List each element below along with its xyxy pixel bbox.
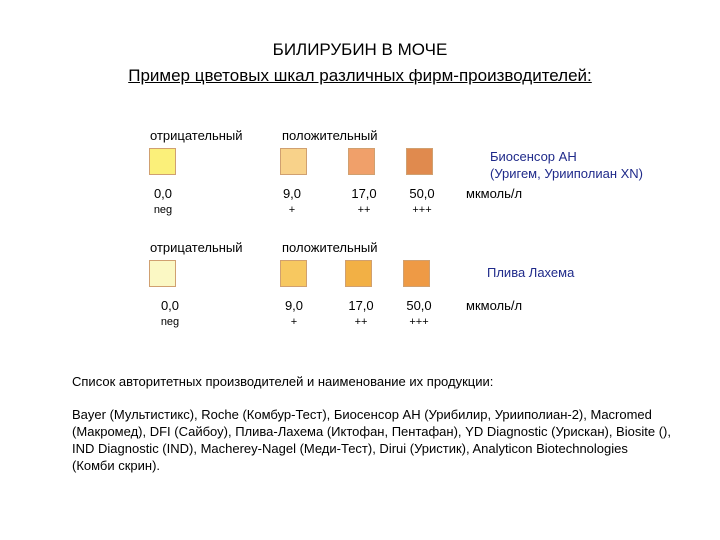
sign-text: ++: [354, 316, 368, 328]
scale-value: [392, 186, 452, 216]
sign-text: +++: [412, 204, 432, 216]
scale-value: [389, 298, 449, 328]
manufacturers-list: Bayer (Мультистикс), Roche (Комбур-Тест), Биосенсор АН (Урибилир, Урииполиан-2), Macromed (Макромед), DFI (Сайбоу), Плива-Лахема (Иктофан, Пентафан), YD Diagnostic (Урискан), Biosite (), IND Diagnostic (IND), Macherey-Nagel (Меди-Тест), Dirui (Уристик), Analyticon Biotechnologies (Комби скрин).: [72, 407, 671, 473]
negative-label-2: отрицательный: [150, 240, 243, 255]
brand-products-1: (Уригем, Урииполиан XN): [490, 166, 644, 181]
value-text: 0,0: [160, 298, 180, 313]
color-swatch: [280, 260, 307, 287]
color-swatch: [348, 148, 375, 175]
scale-value: [262, 186, 322, 216]
brand-name-1: Биосенсор АН: [490, 149, 577, 164]
negative-label-1: отрицательный: [150, 128, 243, 143]
color-swatch: [406, 148, 433, 175]
sign-text: +: [290, 316, 298, 328]
scale-value: [334, 186, 394, 216]
unit-label-1: мкмоль/л: [466, 186, 523, 201]
value-text: 17,0: [351, 186, 377, 201]
color-swatch: [149, 148, 176, 175]
sign-text: neg: [153, 204, 173, 216]
positive-label-1: положительный: [282, 128, 378, 143]
page-subtitle: Пример цветовых шкал различных фирм-производителей:: [128, 66, 592, 85]
scale-value: [331, 298, 391, 328]
color-swatch: [403, 260, 430, 287]
value-text: 9,0: [284, 298, 304, 313]
scale-value: [264, 298, 324, 328]
sign-text: ++: [357, 204, 371, 216]
brand-name-2: Плива Лахема: [487, 265, 575, 280]
value-text: 9,0: [282, 186, 302, 201]
manufacturers-heading: Список авторитетных производителей и наименование их продукции:: [72, 374, 494, 389]
sign-text: +++: [409, 316, 429, 328]
page-title: БИЛИРУБИН В МОЧЕ: [272, 40, 448, 59]
color-swatch: [280, 148, 307, 175]
value-text: 17,0: [348, 298, 374, 313]
color-swatch: [345, 260, 372, 287]
value-text: 50,0: [409, 186, 435, 201]
positive-label-2: положительный: [282, 240, 378, 255]
value-text: 0,0: [153, 186, 173, 201]
unit-label-2: мкмоль/л: [466, 298, 523, 313]
scale-value: [140, 298, 200, 328]
color-swatch: [149, 260, 176, 287]
sign-text: neg: [160, 316, 180, 328]
sign-text: +: [288, 204, 296, 216]
value-text: 50,0: [406, 298, 432, 313]
scale-value: [133, 186, 193, 216]
